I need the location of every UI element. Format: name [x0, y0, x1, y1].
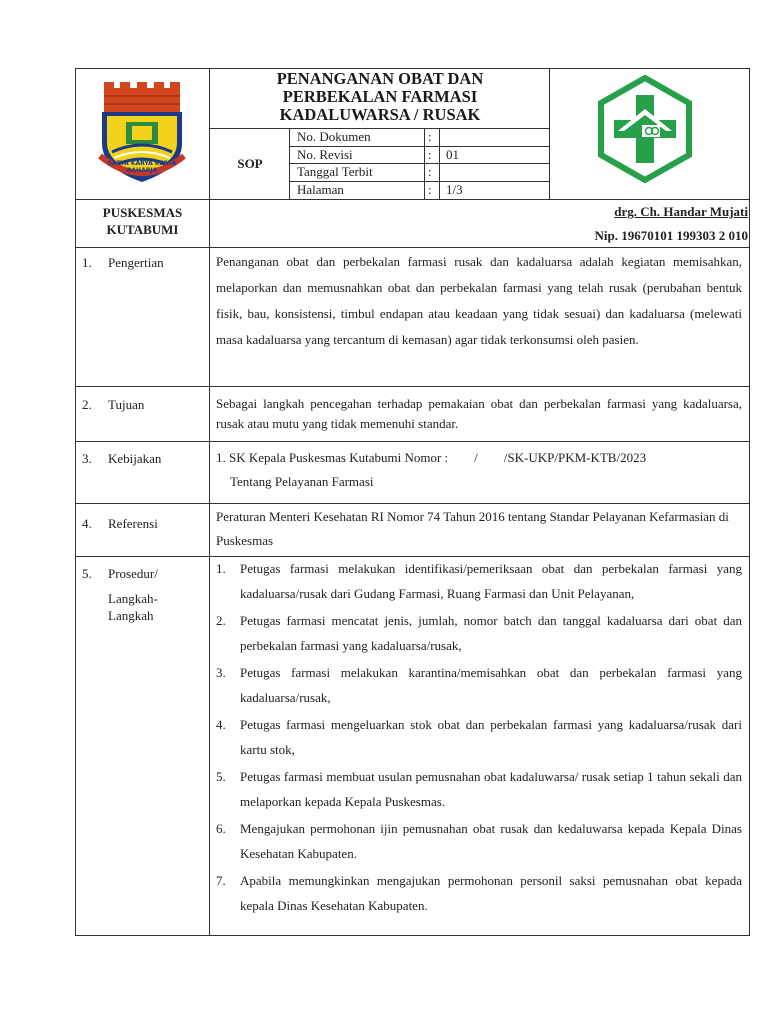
- puskesmas-line-1: PUSKESMAS: [102, 205, 183, 220]
- list-item: [216, 556, 742, 606]
- title-line-3: KADALUWARSA / RUSAK: [279, 105, 481, 124]
- section-label-langkah-2: Langkah: [108, 608, 154, 623]
- meta-top-line: [209, 128, 549, 129]
- puskesmas-name: [76, 204, 209, 238]
- title-line-1: PENANGANAN OBAT DAN: [276, 69, 484, 88]
- document-title: [212, 70, 548, 124]
- list-item-number: 6.: [216, 821, 226, 836]
- list-item: [216, 660, 742, 710]
- meta-sep: :: [428, 147, 432, 162]
- column-divider-right: [549, 68, 550, 199]
- list-item-number: 3.: [216, 665, 226, 680]
- list-item-text: Petugas farmasi membuat usulan pemusnahan obat kadaluwarsa/ rusak setiap 1 tahun sekali dan melaporkan kepada Kepala Puskesmas.: [240, 769, 742, 809]
- section-number: 5.: [82, 566, 92, 581]
- kebijakan-line-2: Tentang Pelayanan Farmasi: [230, 474, 374, 489]
- meta-value-halaman: 1/3: [446, 182, 463, 197]
- meta-label-halaman: Halaman: [297, 182, 344, 197]
- section-label-prosedur: Prosedur/: [108, 566, 158, 581]
- meta-label-no-dokumen: No. Dokumen: [297, 129, 371, 144]
- meta-sep: :: [428, 164, 432, 179]
- list-item-number: 5.: [216, 769, 226, 784]
- row-divider-4: [75, 503, 750, 504]
- list-item: [216, 608, 742, 658]
- sop-label: SOP: [237, 156, 263, 171]
- list-item-number: 2.: [216, 613, 226, 628]
- signatory-nip: Nip. 19670101 199303 2 010: [594, 228, 748, 243]
- list-item-text: Petugas farmasi melakukan identifikasi/pemeriksaan obat dan perbekalan farmasi yang kadaluarsa/rusak dari Gudang Farmasi, Ruang Farmasi dan Unit Pelayanan,: [240, 561, 742, 601]
- list-item-text: Mengajukan permohonan ijin pemusnahan obat rusak dan kedaluwarsa kepada Kepala Dinas Kesehatan Kabupaten.: [240, 821, 742, 861]
- list-item-text: Petugas farmasi mengeluarkan stok obat dan perbekalan farmasi yang kadaluarsa/rusak dari kartu stok,: [240, 717, 742, 757]
- section-label-tujuan: Tujuan: [108, 397, 145, 412]
- kebijakan-line-1: 1. SK Kepala Puskesmas Kutabumi Nomor : / /SK-UKP/PKM-KTB/2023: [216, 450, 647, 465]
- section-text-pengertian: Penanganan obat dan perbekalan farmasi rusak dan kadaluarsa adalah kegiatan memisahkan, melaporkan dan memusnahkan obat dan perbekalan farmasi yang telah rusak (perubahan bentuk fisik, bau, konsistensi, timbul endapan atau keadaan yang tidak sesuai) dan kadaluarsa (melewati masa kadaluarsa yang tercantum di kemasan) agar tidak terkonsumsi oleh pasien.: [216, 254, 742, 347]
- section-label-pengertian: Pengertian: [108, 255, 164, 270]
- list-item-number: 1.: [216, 561, 226, 576]
- title-line-2: PERBEKALAN FARMASI: [282, 87, 478, 106]
- meta-value-no-revisi: 01: [446, 147, 459, 162]
- section-label-kebijakan: Kebijakan: [108, 451, 162, 466]
- row-divider-header: [75, 199, 750, 200]
- row-divider-3: [75, 441, 750, 442]
- puskesmas-line-2: KUTABUMI: [106, 222, 179, 237]
- section-text-referensi: Peraturan Menteri Kesehatan RI Nomor 74 Tahun 2016 tentang Standar Pelayanan Kefarmasian di Puskesmas: [216, 509, 729, 548]
- list-item: [216, 816, 742, 866]
- section-label-langkah-1: Langkah-: [108, 591, 158, 606]
- meta-label-tanggal-terbit: Tanggal Terbit: [297, 164, 373, 179]
- meta-sep: :: [428, 129, 432, 144]
- list-item-text: Apabila memungkinkan mengajukan permohonan personil saksi pemusnahan obat kepada kepala Dinas Kesehatan Kabupaten.: [240, 873, 742, 913]
- meta-label-no-revisi: No. Revisi: [297, 147, 353, 162]
- section-number: 2.: [82, 397, 92, 412]
- section-number: 4.: [82, 516, 92, 531]
- section-number: 1.: [82, 255, 92, 270]
- list-item-text: Petugas farmasi mencatat jenis, jumlah, nomor batch dan tanggal kadaluarsa dari obat dan perbekalan farmasi yang kadaluarsa/rusak,: [240, 613, 742, 653]
- list-item: [216, 764, 742, 814]
- row-divider-2: [75, 386, 750, 387]
- section-label-referensi: Referensi: [108, 516, 158, 531]
- row-divider-1: [75, 247, 750, 248]
- puskesmas-logo: [596, 75, 694, 183]
- emblem-motto: SATYA KARYA KERTA RAHARJA: [107, 160, 177, 174]
- list-item: [216, 868, 742, 918]
- signatory-name: drg. Ch. Handar Mujati: [614, 204, 748, 219]
- list-item-number: 7.: [216, 873, 226, 888]
- list-item-text: Petugas farmasi melakukan karantina/memisahkan obat dan perbekalan farmasi yang kadaluarsa/rusak,: [240, 665, 742, 705]
- meta-sep: :: [428, 182, 432, 197]
- list-item: [216, 712, 742, 762]
- list-item-number: 4.: [216, 717, 226, 732]
- procedure-list: [216, 556, 742, 920]
- section-number: 3.: [82, 451, 92, 466]
- section-text-tujuan: Sebagai langkah pencegahan terhadap pemakaian obat dan perbekalan farmasi yang kadaluarsa, rusak atau mutu yang tidak memenuhi standar.: [216, 396, 742, 431]
